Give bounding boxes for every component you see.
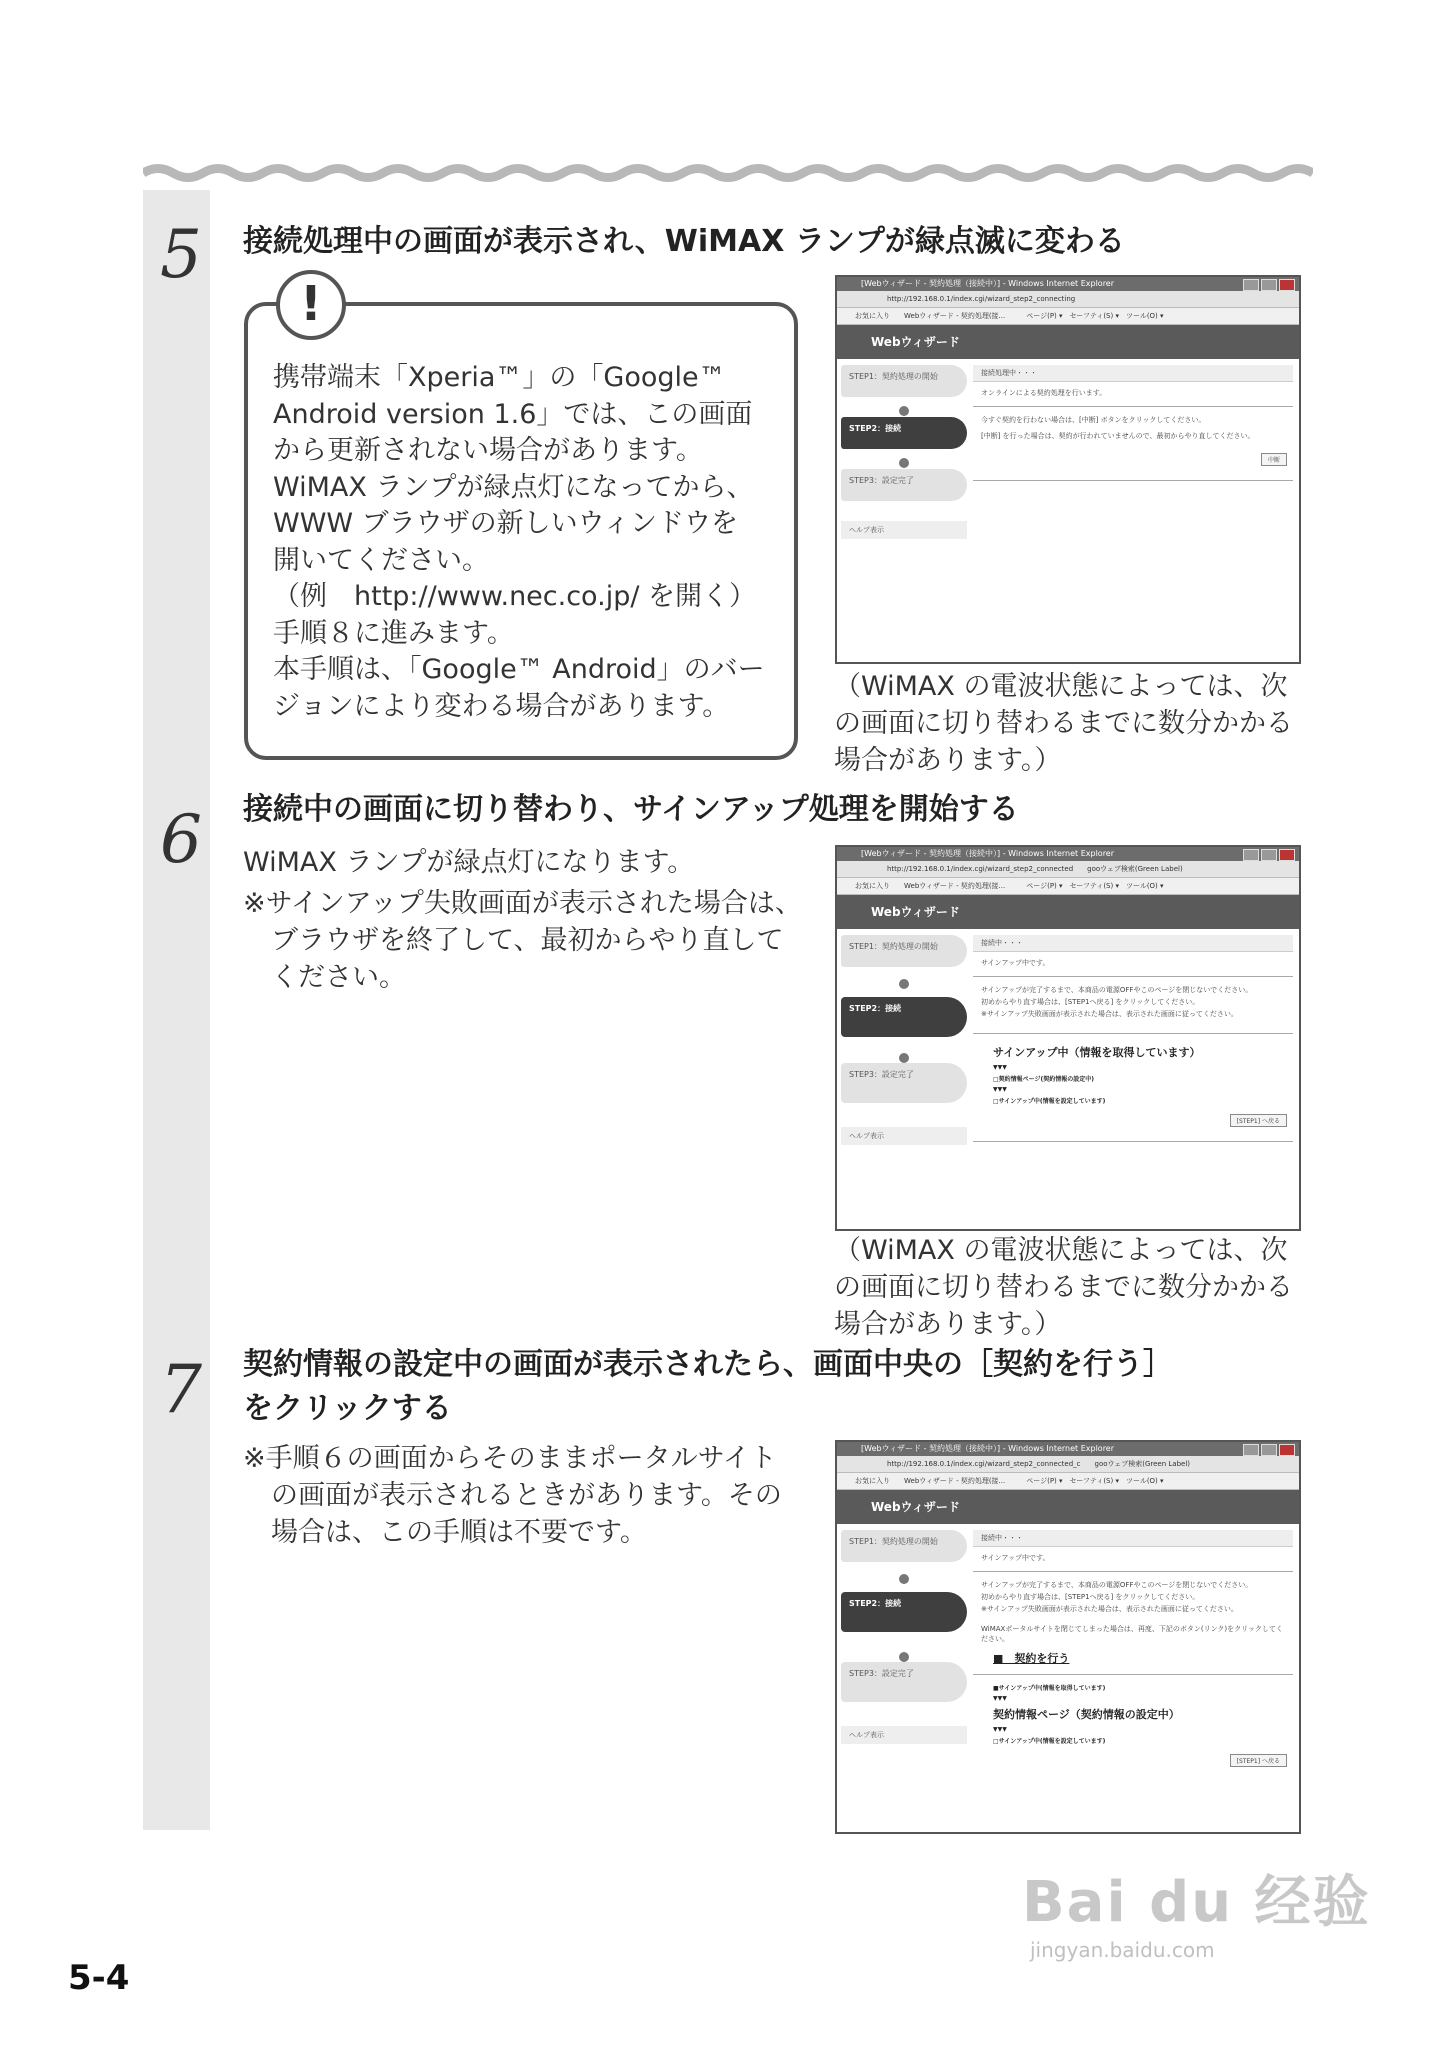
watermark — [1022, 1858, 1371, 1962]
minimize-icon — [1243, 279, 1259, 291]
step-arrow-icon — [899, 979, 909, 989]
contract-link[interactable]: ■ 契約を行う — [993, 1652, 1070, 1665]
divider — [973, 480, 1293, 481]
window-titlebar: [Webウィザード - 契約処理（接続中）] - Windows Internet Explorer — [837, 277, 1299, 291]
window-controls — [1243, 849, 1295, 861]
note-line: WiMAX ランプが緑点灯になってから、 — [273, 471, 754, 503]
sidebar-step2: STEP2：接続 — [841, 1592, 967, 1632]
divider — [973, 1571, 1293, 1572]
sidebar-help: ヘルプ表示 — [841, 521, 967, 539]
wizard-sidebar — [841, 1530, 967, 1744]
maximize-icon — [1261, 849, 1277, 861]
close-icon — [1279, 279, 1295, 291]
close-icon — [1279, 849, 1295, 861]
note-line: （例 http://www.nec.co.jp/ を開く） — [273, 581, 757, 612]
step-5-screenshot — [835, 275, 1301, 664]
close-icon — [1279, 1444, 1295, 1456]
main-line: サインアップ中です。 — [981, 959, 1050, 967]
main-line: ※サインアップ失敗画面が表示された場合は、表示された画面に従ってください。 — [981, 1605, 1238, 1613]
main-header: 接続中・・・ — [973, 935, 1293, 952]
note-line: ジョンにより変わる場合があります。 — [273, 690, 730, 722]
status-arrows: ▼▼▼ — [993, 1064, 1007, 1071]
note-line: 手順８に進みます。 — [273, 617, 514, 649]
watermark-url: jingyan.baidu.com — [1030, 1938, 1215, 1962]
body-note: ※サインアップ失敗画面が表示された場合は、ブラウザを終了して、最初からやり直してください。 — [243, 888, 802, 993]
note-line: Android version 1.6」では、この画面 — [273, 398, 753, 430]
window-controls — [1243, 279, 1295, 291]
divider — [973, 1674, 1293, 1675]
address-bar: http://192.168.0.1/index.cgi/wizard_step2_connected_c gooウェブ検索(Green Label) — [837, 1456, 1299, 1473]
note-line: 開いてください。 — [273, 544, 489, 576]
back-to-step1-button: [STEP1] へ戻る — [1230, 1114, 1287, 1127]
sidebar-step3: STEP3：設定完了 — [841, 1063, 967, 1103]
page-number: 5-4 — [68, 1958, 130, 1998]
wizard-main — [973, 1530, 1293, 1773]
step-5-caption: （WiMAX の電波状態によっては、次の画面に切り替わるまでに数分かかる場合があります。） — [834, 671, 1293, 776]
main-header: 接続処理中・・・ — [973, 365, 1293, 382]
address-bar: http://192.168.0.1/index.cgi/wizard_step2_connecting — [837, 291, 1299, 308]
status-item: □サインアップ中(情報を設定しています) — [993, 1738, 1106, 1745]
step-6-caption: （WiMAX の電波状態によっては、次の画面に切り替わるまでに数分かかる場合があります。） — [834, 1235, 1293, 1340]
step-arrow-icon — [899, 406, 909, 416]
step-6-screenshot — [835, 845, 1301, 1231]
note-line: WWW ブラウザの新しいウィンドウを — [273, 508, 739, 539]
step-6-number: 6 — [160, 801, 202, 878]
wizard-banner: Webウィザード — [837, 1490, 1299, 1524]
minimize-icon — [1243, 849, 1259, 861]
contract-status: 契約情報ページ（契約情報の設定中） — [993, 1708, 1180, 1721]
sidebar-help: ヘルプ表示 — [841, 1127, 967, 1145]
divider — [973, 406, 1293, 407]
main-line: WiMAXポータルサイトを閉じてしまった場合は、再度、下記のボタン(リンク)をクリックしてください。 — [981, 1625, 1283, 1643]
main-line: サインアップが完了するまで、本商品の電源OFFやこのページを閉じないでください。 — [981, 986, 1253, 994]
note-text — [273, 360, 783, 725]
body-line: WiMAX ランプが緑点灯になります。 — [243, 847, 695, 878]
step-6-body — [243, 844, 803, 996]
step-7-screenshot — [835, 1440, 1301, 1834]
status-arrows: ▼▼▼ — [993, 1695, 1007, 1702]
status-arrows: ▼▼▼ — [993, 1726, 1007, 1733]
step-5-heading: 接続処理中の画面が表示され、WiMAX ランプが緑点滅に変わる — [243, 224, 1125, 259]
divider — [973, 1033, 1293, 1034]
minimize-icon — [1243, 1444, 1259, 1456]
status-arrows: ▼▼▼ — [993, 1086, 1007, 1093]
step-arrow-icon — [899, 1053, 909, 1063]
favorites-bar: お気に入り Webウィザード - 契約処理(接... ページ(P) ▾ セーフティ(S) ▾ ツール(O) ▾ — [837, 308, 1299, 325]
step-6-heading: 接続中の画面に切り替わり、サインアップ処理を開始する — [243, 792, 1019, 827]
watermark-logo: Bai du 经验 — [1022, 1870, 1371, 1935]
divider — [973, 1141, 1293, 1142]
status-item: □契約情報ページ(契約情報の設定中) — [993, 1076, 1095, 1083]
note-line: から更新されない場合があります。 — [273, 435, 703, 466]
main-line: [中断] を行った場合は、契約が行われていませんので、最初からやり直してください。 — [981, 432, 1255, 440]
step-arrow-icon — [899, 1652, 909, 1662]
favorites-bar: お気に入り Webウィザード - 契約処理(接... ページ(P) ▾ セーフティ(S) ▾ ツール(O) ▾ — [837, 878, 1299, 895]
note-line: 本手順は、「Google™ Android」のバー — [273, 654, 765, 685]
main-header: 接続中・・・ — [973, 1530, 1293, 1547]
main-line: 初めからやり直す場合は、[STEP1へ戻る] をクリックしてください。 — [981, 1593, 1200, 1601]
step-5-number: 5 — [160, 216, 202, 293]
sidebar-step1: STEP1：契約処理の開始 — [841, 365, 967, 397]
sidebar-step2: STEP2：接続 — [841, 417, 967, 449]
divider — [973, 976, 1293, 977]
maximize-icon — [1261, 1444, 1277, 1456]
sidebar-step1: STEP1：契約処理の開始 — [841, 935, 967, 967]
favorites-bar: お気に入り Webウィザード - 契約処理(接... ページ(P) ▾ セーフティ(S) ▾ ツール(O) ▾ — [837, 1473, 1299, 1490]
status-item: □サインアップ中(情報を設定しています) — [993, 1098, 1106, 1105]
wizard-banner: Webウィザード — [837, 325, 1299, 359]
wizard-main — [973, 365, 1293, 489]
step-7-body — [243, 1440, 803, 1551]
sidebar-step3: STEP3：設定完了 — [841, 469, 967, 501]
wizard-banner: Webウィザード — [837, 895, 1299, 929]
top-wave-divider — [143, 162, 1313, 184]
wizard-main — [973, 935, 1293, 1150]
step-7-heading: 契約情報の設定中の画面が表示されたら、画面中央の［契約を行う］ をクリックする — [243, 1347, 1173, 1426]
main-line: ※サインアップ失敗画面が表示された場合は、表示された画面に従ってください。 — [981, 1010, 1238, 1018]
step-sidebar-stripe — [143, 190, 210, 1830]
address-bar: http://192.168.0.1/index.cgi/wizard_step2_connected gooウェブ検索(Green Label) — [837, 861, 1299, 878]
main-line: 今すぐ契約を行わない場合は、[中断] ボタンをクリックしてください。 — [981, 416, 1206, 424]
window-controls — [1243, 1444, 1295, 1456]
step-7-number: 7 — [160, 1351, 202, 1428]
step-arrow-icon — [899, 1574, 909, 1584]
wizard-sidebar — [841, 935, 967, 1145]
status-item: ■サインアップ中(情報を取得しています) — [993, 1685, 1106, 1692]
warning-icon: ! — [276, 270, 346, 340]
main-line: オンラインによる契約処理を行います。 — [981, 389, 1107, 397]
note-line: 携帯端末「Xperia™」の「Google™ — [273, 362, 726, 393]
main-line: サインアップ中です。 — [981, 1554, 1050, 1562]
window-titlebar: [Webウィザード - 契約処理（接続中）] - Windows Internet Explorer — [837, 1442, 1299, 1456]
step-arrow-icon — [899, 458, 909, 468]
sidebar-step1: STEP1：契約処理の開始 — [841, 1530, 967, 1562]
sidebar-step2: STEP2：接続 — [841, 997, 967, 1037]
main-line: 初めからやり直す場合は、[STEP1へ戻る] をクリックしてください。 — [981, 998, 1200, 1006]
window-titlebar: [Webウィザード - 契約処理（接続中）] - Windows Internet Explorer — [837, 847, 1299, 861]
cancel-button: 中断 — [1261, 453, 1287, 466]
signup-status: サインアップ中（情報を取得しています） — [993, 1046, 1201, 1059]
maximize-icon — [1261, 279, 1277, 291]
body-note: ※手順６の画面からそのままポータルサイトの画面が表示されるときがあります。その場合は、この手順は不要です。 — [243, 1443, 782, 1548]
sidebar-step3: STEP3：設定完了 — [841, 1662, 967, 1702]
main-line: サインアップが完了するまで、本商品の電源OFFやこのページを閉じないでください。 — [981, 1581, 1253, 1589]
wizard-sidebar — [841, 365, 967, 539]
back-to-step1-button: [STEP1] へ戻る — [1230, 1754, 1287, 1767]
sidebar-help: ヘルプ表示 — [841, 1726, 967, 1744]
